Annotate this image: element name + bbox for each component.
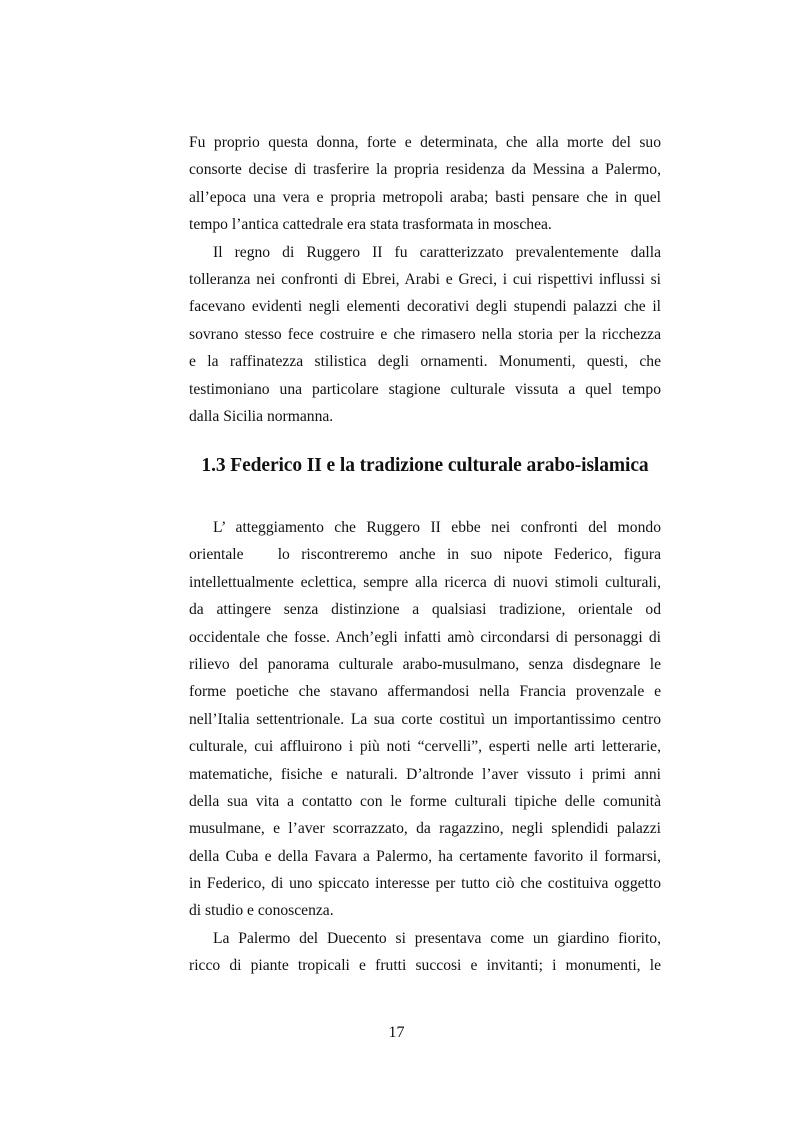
paragraph-line: sovrano stesso fece costruire e che rimasero nella storia per la ricchezza xyxy=(189,325,661,343)
page-number: 17 xyxy=(388,1024,405,1041)
paragraph-line: di studio e conoscenza. xyxy=(189,902,334,920)
paragraph-4 xyxy=(189,925,661,980)
paragraph-line: della sua vita a contatto con le forme culturali tipiche delle comunità xyxy=(189,792,661,810)
paragraph-line: L’ atteggiamento che Ruggero II ebbe nei confronti del mondo xyxy=(213,519,661,536)
paragraph-line: forme poetiche che stavano affermandosi nella Francia provenzale e xyxy=(189,683,661,701)
paragraph-line: culturale, cui affluirono i più noti “cervelli”, esperti nelle arti letterarie, xyxy=(189,738,661,756)
paragraph-line: da attingere senza distinzione a qualsiasi tradizione, orientale od xyxy=(189,601,661,619)
paragraph-line: Fu proprio questa donna, forte e determinata, che alla morte del suo xyxy=(189,134,661,151)
paragraph-line: dalla Sicilia normanna. xyxy=(189,407,334,425)
text-block-top xyxy=(189,129,661,430)
paragraph-line: Il regno di Ruggero II fu caratterizzato prevalentemente dalla xyxy=(213,243,661,261)
paragraph-line: in Federico, di uno spiccato interesse per tutto ciò che costituiva oggetto xyxy=(189,875,661,893)
paragraph-line: tolleranza nei confronti di Ebrei, Arabi e Greci, i cui rispettivi influssi si xyxy=(189,270,661,288)
paragraph-line: ricco di piante tropicali e frutti succosi e invitanti; i monumenti, le xyxy=(189,957,661,975)
paragraph-line: musulmane, e l’aver scorrazzato, da ragazzino, negli splendidi palazzi xyxy=(189,820,661,838)
paragraph-3 xyxy=(189,514,661,925)
paragraph-line: all’epoca una vera e propria metropoli araba; basti pensare che in quel xyxy=(189,188,661,206)
paragraph-line: nell’Italia settentrionale. La sua corte costituì un importantissimo centro xyxy=(189,710,661,728)
paragraph-line: La Palermo del Duecento si presentava come un giardino fiorito, xyxy=(213,929,661,947)
text-block-bottom xyxy=(189,514,661,980)
paragraph-line: matematiche, fisiche e naturali. D’altronde l’aver vissuto i primi anni xyxy=(189,765,661,783)
paragraph-line: intellettualmente eclettica, sempre alla ricerca di nuovi stimoli culturali, xyxy=(189,573,661,591)
paragraph-line: consorte decise di trasferire la propria residenza da Messina a Palermo, xyxy=(189,161,661,179)
paragraph-line: orientale lo riscontreremo anche in suo nipote Federico, figura xyxy=(189,546,661,564)
paragraph-line: tempo l’antica cattedrale era stata trasformata in moschea. xyxy=(189,216,552,234)
paragraph-1 xyxy=(189,129,661,239)
paragraph-line: facevano evidenti negli elementi decorativi degli stupendi palazzi che il xyxy=(189,298,661,316)
section-heading: 1.3 Federico II e la tradizione culturale arabo-islamica xyxy=(201,455,649,476)
paragraph-2 xyxy=(189,239,661,431)
paragraph-line: testimoniano una particolare stagione culturale vissuta a quel tempo xyxy=(189,380,661,398)
paragraph-line: rilievo del panorama culturale arabo-musulmano, senza disdegnare le xyxy=(189,655,661,673)
paragraph-line: della Cuba e della Favara a Palermo, ha certamente favorito il formarsi, xyxy=(189,847,661,865)
paragraph-line: occidentale che fosse. Anch’egli infatti amò circondarsi di personaggi di xyxy=(189,628,661,646)
paragraph-line: e la raffinatezza stilistica degli ornamenti. Monumenti, questi, che xyxy=(189,353,661,371)
